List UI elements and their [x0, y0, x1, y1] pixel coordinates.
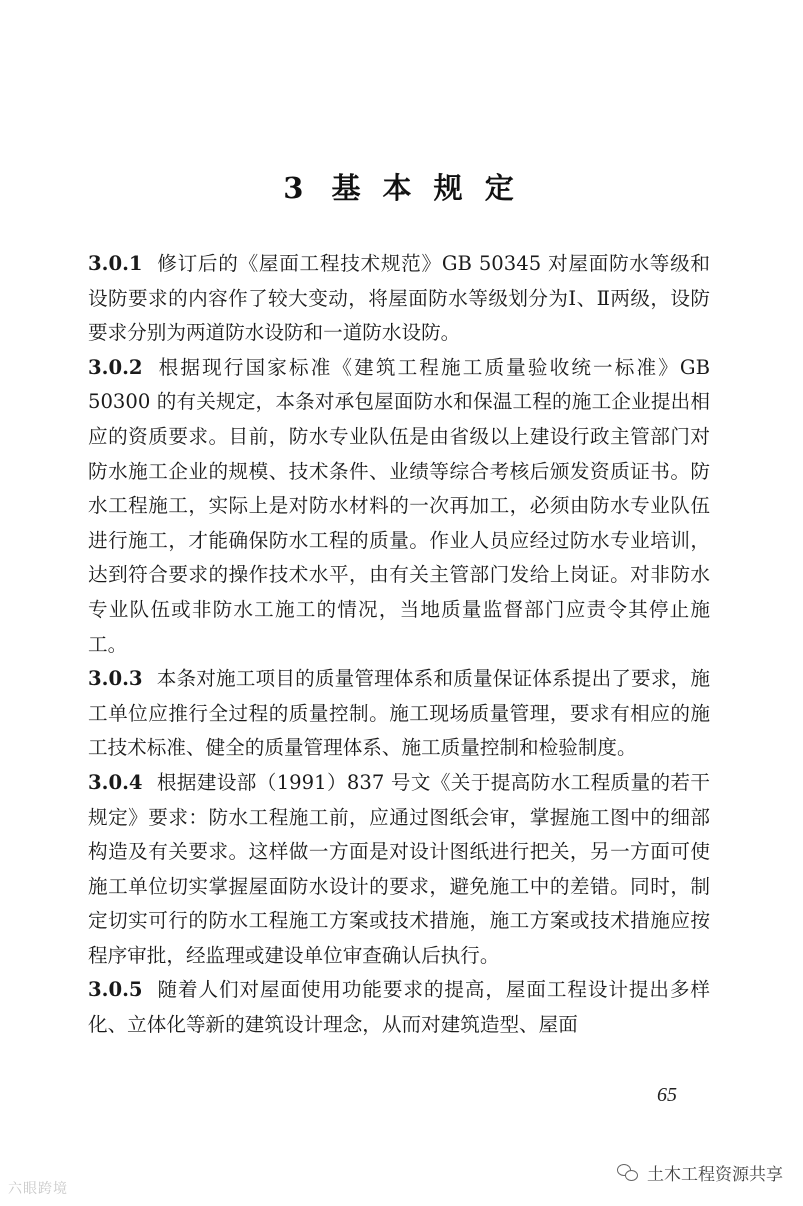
clause-3-0-4 [88, 766, 710, 974]
chapter-title-text: 基 本 规 定 [331, 171, 520, 205]
clause-3-0-3 [88, 662, 710, 766]
chapter-title [0, 166, 803, 207]
clause-number: 3.0.3 [88, 667, 143, 691]
body-text [88, 247, 710, 1043]
watermark-source [617, 1160, 783, 1185]
wechat-icon [617, 1164, 639, 1182]
clause-text: 随着人们对屋面使用功能要求的提高，屋面工程设计提出多样化、立体化等新的建筑设计理念，从而对建筑造型、屋面 [88, 978, 710, 1037]
chapter-number: 3 [283, 171, 310, 205]
watermark-corner: 六眼跨境 [8, 1181, 68, 1197]
clause-3-0-2 [88, 351, 710, 662]
clause-text: 根据建设部（1991）837 号文《关于提高防水工程质量的若干规定》要求：防水工程施工前，应通过图纸会审，掌握施工图中的细部构造及有关要求。这样做一方面是对设计图纸进行把关，另一方面可使施工单位切实掌握屋面防水设计的要求，避免施工中的差错。同时，制定切实可行的防水工程施工方案或技术措施，施工方案或技术措施应按程序审批，经监理或建设单位审查确认后执行。 [88, 770, 710, 967]
clause-number: 3.0.5 [88, 978, 143, 1002]
watermark-source-text: 土木工程资源共享 [647, 1165, 783, 1185]
clause-text: 修订后的《屋面工程技术规范》GB 50345 对屋面防水等级和设防要求的内容作了较大变动，将屋面防水等级划分为Ⅰ、Ⅱ两级，设防要求分别为两道防水设防和一道防水设防。 [88, 252, 710, 345]
clause-3-0-1 [88, 247, 710, 351]
page-number: 65 [657, 1084, 677, 1106]
clause-number: 3.0.1 [88, 252, 143, 275]
clause-text: 根据现行国家标准《建筑工程施工质量验收统一标准》GB 50300 的有关规定，本条对承包屋面防水和保温工程的施工企业提出相应的资质要求。目前，防水专业队伍是由省级以上建设行政主管部门对防水施工企业的规模、技术条件、业绩等综合考核后颁发资质证书。防水工程施工，实际上是对防水材料的一次再加工，必须由防水专业队伍进行施工，才能确保防水工程的质量。作业人员应经过防水专业培训，达到符合要求的操作技术水平，由有关主管部门发给上岗证。对非防水专业队伍或非防水工施工的情况，当地质量监督部门应责令其停止施工。 [88, 355, 710, 656]
clause-3-0-5 [88, 973, 710, 1042]
clause-text: 本条对施工项目的质量管理体系和质量保证体系提出了要求，施工单位应推行全过程的质量控制。施工现场质量管理，要求有相应的施工技术标准、健全的质量管理体系、施工质量控制和检验制度。 [88, 667, 710, 760]
clause-number: 3.0.2 [88, 355, 143, 379]
clause-number: 3.0.4 [88, 770, 143, 794]
